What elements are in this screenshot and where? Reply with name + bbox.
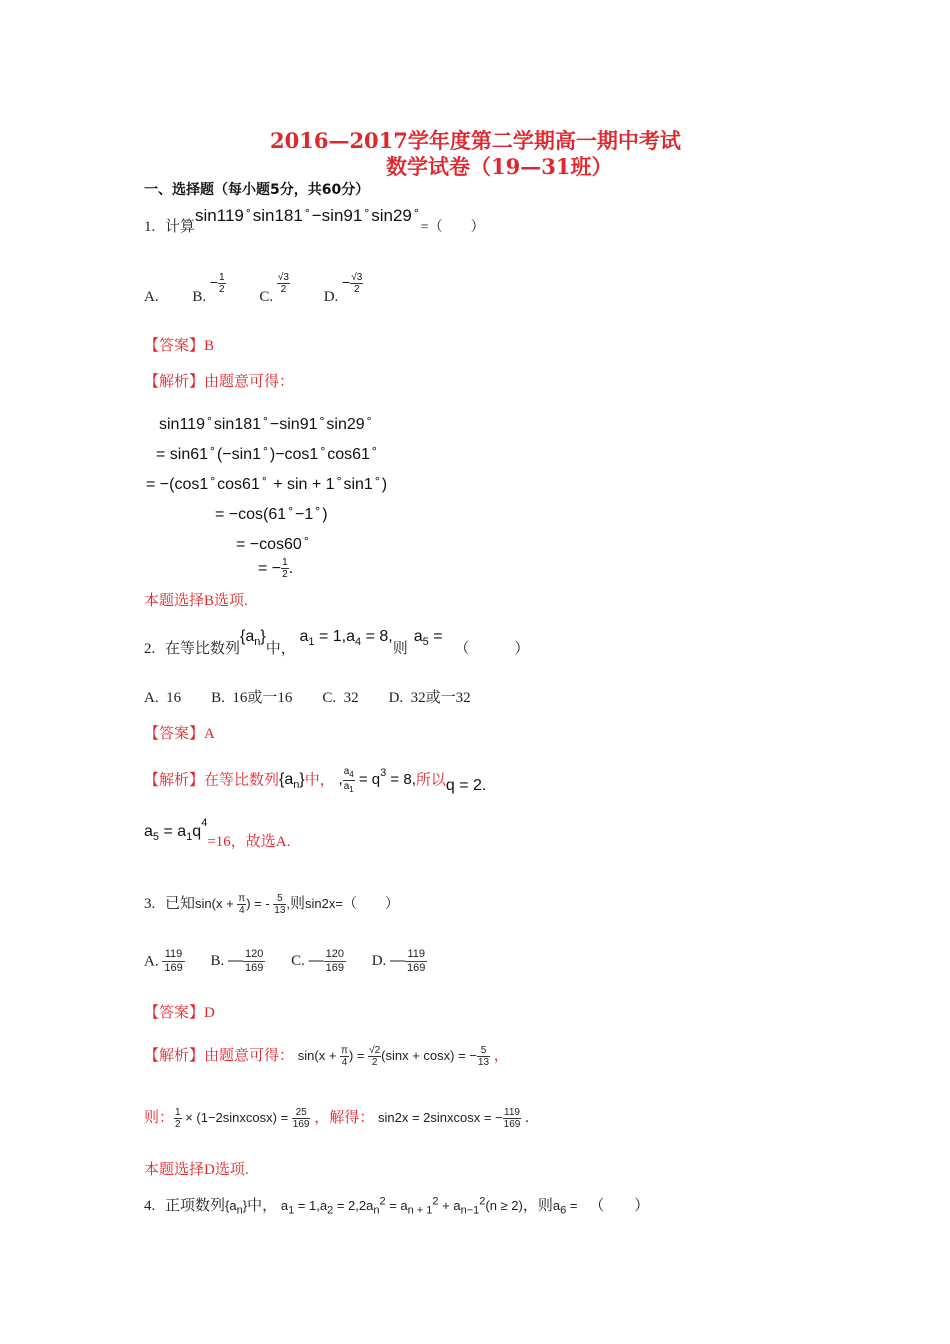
q2-target: $a_5$ = xyxy=(413,628,443,649)
exam-title: 2016—2017学年度第二学期高一期中考试 xyxy=(270,128,681,153)
q3-analysis-label: 【解析】 xyxy=(144,1048,205,1064)
q2-paren: （ ） xyxy=(454,641,530,657)
q2-mid: 中， xyxy=(265,641,296,657)
section-heading: 一、选择题（每小题5分，共60分） xyxy=(144,182,370,198)
q2-options[interactable]: A. 16 B. 16或一16 C. 32 D. 32或一32 xyxy=(144,690,471,706)
q3-line2-mid: ，解得： xyxy=(314,1110,375,1126)
q2-analysis-expr: , $\frac{a_4}{a_1}$ = $q^3 = 8$, xyxy=(338,766,416,794)
q2-analysis xyxy=(144,766,486,795)
question-2 xyxy=(144,628,530,660)
exam-subtitle: 数学试卷（19—31班） xyxy=(386,154,613,179)
q4-condition: $a_1 = 1,a_2 = 2,2a_n^2 = a_{n + 1}^2 + a_{n-1}^2(n \ge 2)$ xyxy=(280,1195,523,1217)
q4-then: ，则 xyxy=(522,1198,553,1214)
q3-option-d-value: — $\frac{119}{169}$ xyxy=(390,948,426,974)
q1-derivation-line-2: = sin61∘(−sin1∘)−cos1∘cos61∘ xyxy=(156,443,378,463)
q1-option-a[interactable]: A. xyxy=(144,289,159,306)
q1-analysis-label: 【解析】 xyxy=(144,374,205,390)
q2-prefix: 在等比数列 xyxy=(165,641,241,657)
q1-conclusion: 本题选择B选项. xyxy=(144,593,248,609)
q1-number: 1. xyxy=(144,219,156,235)
q3-option-c-value: — $\frac{120}{169}$ xyxy=(308,948,344,974)
q3-then: 则 xyxy=(290,896,306,912)
q2-analysis-a: 在等比数列 xyxy=(204,772,280,789)
q4-number: 4. xyxy=(144,1198,156,1214)
q3-conclusion: 本题选择D选项. xyxy=(144,1162,249,1178)
q2-analysis-seq: $\{a_n\}$ xyxy=(279,771,305,792)
q3-prefix: 已知 xyxy=(165,896,196,912)
q1-analysis-text: 由题意可得： xyxy=(204,374,295,390)
q1-derivation-line-3: = −(cos1∘cos61∘ + sin + 1∘sin1∘) xyxy=(146,473,388,493)
q3-analysis-expr: sin(x + $\frac{\pi}{4}$ ) = $\frac{√2}{2}$ (sinx + cosx) = − $\frac{5}{13}$ xyxy=(297,1045,490,1069)
q3-analysis xyxy=(144,1044,509,1068)
q3-analysis-text: 由题意可得： xyxy=(204,1048,295,1064)
q3-line2-expr: $\frac{1}{2}$ × (1−2sinxcosx) = $\frac{25}{169}$ xyxy=(175,1107,310,1131)
q3-options xyxy=(144,948,427,975)
q3-analysis-end: ， xyxy=(493,1048,509,1064)
question-3 xyxy=(144,892,399,916)
question-4 xyxy=(144,1194,649,1217)
q2-line2-expr: $a_5 = a_1q^4$ xyxy=(144,816,208,844)
q1-analysis xyxy=(144,370,294,391)
q3-line2-label: 则： xyxy=(144,1110,175,1126)
q2-answer: 【答案】A xyxy=(144,726,215,742)
q1-derivation-line-5: = −cos60∘ xyxy=(236,533,310,553)
q2-line2-text: =16，故选A. xyxy=(207,834,291,850)
q4-paren: （ ） xyxy=(589,1198,650,1214)
q1-answer: 【答案】B xyxy=(144,338,215,354)
q3-option-d[interactable]: D. xyxy=(371,953,387,970)
q2-sequence: $\{a_n\}$ xyxy=(240,628,266,649)
q1-option-d[interactable]: D. xyxy=(323,289,339,306)
q4-sequence: $\{a_n\}$ xyxy=(225,1198,248,1217)
q1-derivation-line-4: = −cos(61∘−1∘) xyxy=(215,503,328,523)
q3-line2-expr2: sin2x = 2sinxcosx = − $\frac{119}{169}$ xyxy=(377,1107,521,1131)
question-1 xyxy=(144,205,485,236)
q1-derivation-line-1: sin119∘sin181∘−sin91∘sin29∘ xyxy=(159,413,373,433)
q3-paren: （ ） xyxy=(343,897,399,912)
q1-derivation xyxy=(144,407,387,581)
q1-derivation-line-6: = − $\frac{1}{2}$ . xyxy=(258,557,294,581)
q3-option-a-value: $\frac{119}{169}$ xyxy=(164,948,183,974)
q1-option-d-value: − $\frac{√3}{2}$ xyxy=(342,272,363,296)
q2-analysis-label: 【解析】 xyxy=(144,772,205,789)
q2-then: 则 xyxy=(392,641,408,657)
q4-prefix: 正项数列 xyxy=(165,1198,226,1214)
q3-option-c[interactable]: C. xyxy=(291,953,305,970)
q2-number: 2. xyxy=(144,641,156,657)
q3-expression: sin(x + $\frac{\pi}{4}$ ) = - $\frac{5}{13}$ , xyxy=(195,893,291,917)
q2-analysis-b: 中， xyxy=(304,772,335,789)
q1-option-c-value: $\frac{√3}{2}$ xyxy=(277,272,289,295)
q1-option-c[interactable]: C. xyxy=(259,289,274,306)
q3-answer: 【答案】D xyxy=(144,1005,215,1021)
q4-mid: 中， xyxy=(247,1198,278,1214)
q3-analysis-line-2 xyxy=(144,1106,529,1130)
q1-option-b-value: − $\frac{1}{2}$ xyxy=(209,272,225,296)
q2-analysis-d: q = 2. xyxy=(445,777,487,795)
q3-option-b[interactable]: B. xyxy=(210,953,225,970)
q1-prefix: 计算 xyxy=(165,219,196,235)
q2-condition: $a_1 = 1,a_4 = 8$, xyxy=(299,628,393,649)
q2-analysis-c: 所以 xyxy=(415,772,446,789)
q1-equals: =（ ） xyxy=(420,220,485,235)
q3-option-b-value: — $\frac{120}{169}$ xyxy=(227,948,264,974)
q3-number: 3. xyxy=(144,896,156,912)
q1-expression: sin119∘sin181∘−sin91∘sin29∘ xyxy=(195,205,420,225)
q1-options xyxy=(144,272,363,306)
q3-option-a[interactable]: A. xyxy=(144,953,159,970)
q4-target: $a_6$ = xyxy=(552,1198,578,1217)
q1-option-b[interactable]: B. xyxy=(192,289,207,306)
q3-line2-end: . xyxy=(525,1110,529,1126)
q2-analysis-line-2 xyxy=(144,816,291,850)
q3-target: sin2x= xyxy=(305,896,343,911)
